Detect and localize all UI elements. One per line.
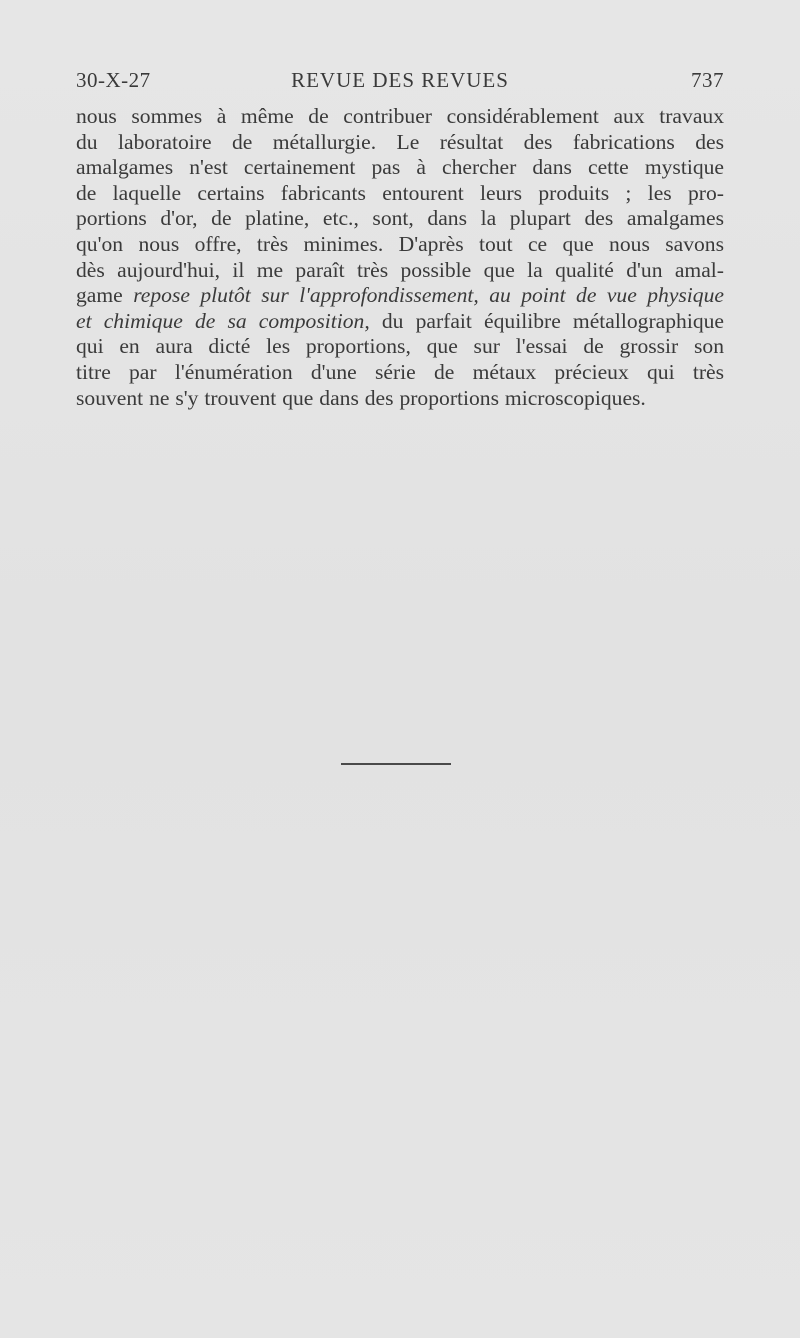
text-italic-emphasis: repose plutôt sur l'approfondissement, au point de vue physique (133, 283, 724, 308)
text-line: dès aujourd'hui, il me paraît très possible que la qualité d'un amal- (76, 257, 724, 282)
text-normal: du parfait équilibre métallographique (369, 308, 725, 333)
text-line: nous sommes à même de contribuer considérablement aux travaux (76, 104, 724, 128)
text-line: amalgames n'est certainement pas à chercher dans cette mystique (76, 155, 724, 180)
text-line: titre par l'énumération d'une série de métaux précieux qui très (76, 359, 724, 384)
header-date: 30-X-27 (76, 68, 151, 92)
text-normal: game (76, 283, 134, 308)
running-header (76, 64, 724, 100)
text-italic-emphasis: et chimique de sa composition, (76, 308, 370, 333)
text-line: souvent ne s'y trouvent que dans des proportions microscopiques. (76, 385, 646, 410)
page-number: 737 (691, 68, 724, 92)
text-line: qu'on nous offre, très minimes. D'après tout ce que nous savons (76, 231, 724, 256)
text-line-mixed (76, 309, 724, 335)
text-line: du laboratoire de métallurgie. Le résultat des fabrications des (76, 129, 724, 154)
text-line: qui en aura dicté les proportions, que sur l'essai de grossir son (76, 334, 724, 359)
section-divider-rule (341, 763, 451, 765)
body-paragraph (76, 104, 724, 411)
text-line-mixed (76, 283, 724, 309)
text-line: portions d'or, de platine, etc., sont, dans la plupart des amalgames (76, 206, 724, 231)
text-line: de laquelle certains fabricants entourent leurs produits ; les pro- (76, 180, 724, 205)
header-journal-title: REVUE DES REVUES (291, 68, 509, 92)
